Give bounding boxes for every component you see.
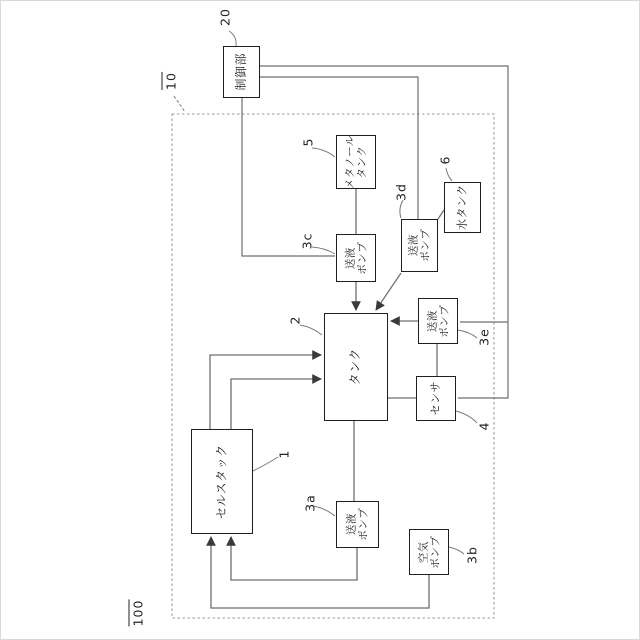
block-pump-3c-label [344,242,368,275]
leader-6 [446,168,452,181]
ref-4: 4 [476,421,492,431]
ref-2: 2 [287,315,303,325]
air-pump-line1: 空気 [416,541,429,563]
ref-100: 100 [130,599,146,627]
block-controller-label: 制御部 [233,53,248,91]
block-methanol-tank-label [344,135,368,189]
connector-lines [1,1,640,640]
pump-3e-line1: 送液 [425,310,438,332]
cellstack-to-tank-lower [231,379,321,429]
pump-3c-line1: 送液 [343,247,356,269]
pump-3a-line1: 送液 [345,513,358,536]
leader-4 [456,411,477,423]
ref-6: 6 [437,155,453,165]
leader-20 [229,31,236,46]
block-sensor-label: センサ [428,381,442,416]
leader-3c [312,247,335,254]
pump-3d-line1: 送液 [407,234,420,257]
leader-10 [174,96,185,112]
leader-3b [449,547,464,554]
ref-3d: 3d [393,183,409,201]
leader-1 [253,457,278,471]
leader-5 [312,148,335,157]
ref-3b: 3b [464,546,480,564]
block-air-pump [409,529,449,575]
ref-3c: 3c [299,232,315,250]
block-controller [223,46,260,98]
ctrl-line-to-3c [242,98,335,256]
leader-3e [458,330,477,338]
block-pump-3e-label [426,305,450,338]
pump-3d-line2: ポンプ [419,229,432,262]
airpump-to-cellstack [211,537,429,608]
cellstack-to-tank-upper [210,355,321,429]
ref-10: 10 [163,72,179,90]
block-cell-stack [191,429,253,534]
air-pump-line2: ポンプ [429,535,441,569]
block-pump-3d-label [407,229,431,262]
leader-2 [300,325,322,335]
block-water-tank-label: 水タンク [455,184,469,231]
ref-5: 5 [300,137,316,147]
ref-3a: 3a [302,494,318,512]
block-pump-3c [336,234,376,282]
block-pump-3d [401,219,438,272]
block-pump-3e [418,298,458,344]
ref-3e: 3e [476,328,492,346]
block-cell-stack-label: セルスタック [214,444,229,519]
block-sensor [416,376,456,421]
pump-3a-line2: ポンプ [357,508,370,541]
ref-1: 1 [276,449,292,459]
pump3d-to-tank [376,273,401,310]
methanol-tank-line2: タンク [356,145,369,179]
ref-20: 20 [217,8,233,26]
block-pump-3a-label [345,508,369,541]
block-tank-label: タンク [348,348,363,386]
block-air-pump-label [417,536,441,569]
pump-3c-line2: ポンプ [356,241,368,275]
block-methanol-tank [336,135,376,189]
block-pump-3a [336,501,379,548]
pump-3e-line2: ポンプ [438,304,450,338]
methanol-tank-line1: メタノール [343,134,356,190]
block-tank [324,313,388,421]
block-water-tank [444,182,481,233]
leader-3d [400,200,403,218]
